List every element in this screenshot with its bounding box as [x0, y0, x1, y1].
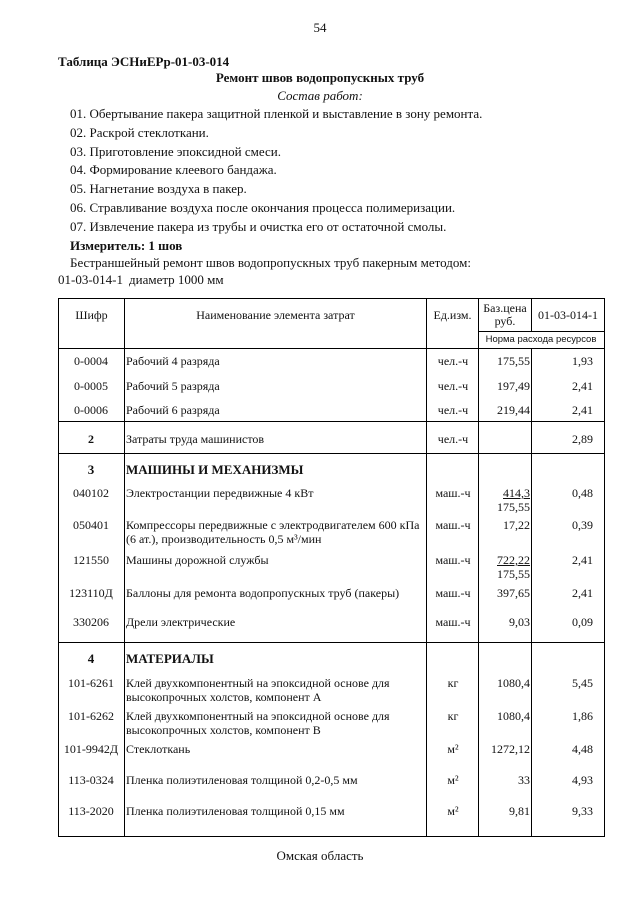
cell-price [480, 553, 530, 581]
cell-price: 1272,12 [491, 742, 530, 756]
cell-name: Затраты труда машинистов [126, 432, 265, 446]
cell-name: Дрели электрические [126, 615, 236, 629]
work-item: 01. Обертывание пакера защитной пленкой и выставление в зону ремонта. [70, 106, 483, 121]
cell-code: 0-0004 [74, 354, 108, 368]
cell-name: Стеклоткань [126, 742, 191, 756]
measurer: Измеритель: 1 шов [70, 238, 183, 253]
cell-norm: 1,86 [572, 709, 593, 723]
cell-name: Баллоны для ремонта водопропускных труб (пакеры) [126, 586, 400, 600]
work-item: 07. Извлечение пакера из трубы и очистка его от остаточной смолы. [70, 218, 447, 234]
cell-norm: 4,48 [572, 742, 593, 756]
section-heading: Ремонт швов водопропускных труб [215, 70, 425, 85]
row-divider [59, 642, 604, 643]
cell-code: 050401 [73, 518, 109, 532]
cell-code: 113-0324 [68, 773, 114, 787]
cell-code: 0-0005 [74, 379, 108, 393]
work-item: 04. Формирование клеевого бандажа. [70, 162, 277, 178]
code-line-code: 01-03-014-1 [58, 272, 123, 287]
cell-name: Клей двухкомпонентный на эпоксидной основе для высокопрочных холстов, компонент А [126, 676, 390, 704]
row-divider [59, 421, 604, 422]
work-item: 06. Стравливание воздуха после окончания процесса полимеризации. [70, 199, 456, 215]
work-item: 05. Нагнетание воздуха в пакер. [70, 181, 247, 197]
cell-norm: 2,89 [572, 432, 593, 446]
cell-price: 1080,4 [497, 709, 530, 723]
cell-unit: чел.-ч [437, 354, 469, 368]
cell-norm: 0,09 [572, 615, 593, 629]
table-title: Таблица ЭСНиЕРр-01-03-014 [58, 54, 230, 69]
cell-price: 175,55 [497, 354, 530, 368]
footer-region: Омская область [276, 848, 364, 863]
cell-unit: кг [447, 676, 459, 690]
price-value: 414,3 [503, 486, 530, 500]
cell-price: 219,44 [497, 403, 530, 417]
cell-norm: 2,41 [572, 379, 593, 393]
works-list [70, 105, 482, 237]
cell-code: 101-9942Д [63, 742, 119, 756]
cell-code: 4 [87, 651, 95, 666]
cell-code: 3 [87, 462, 95, 477]
header-name: Наименование элемента затрат [196, 307, 355, 322]
cell-code: 113-2020 [68, 804, 114, 818]
cell-code: 101-6262 [68, 709, 114, 723]
price-value: 722,22 [497, 553, 530, 567]
cell-name: Рабочий 4 разряда [126, 354, 220, 368]
cell-name: Рабочий 5 разряда [126, 379, 220, 393]
cell-unit: маш.-ч [435, 586, 471, 600]
cell-norm: 0,48 [572, 486, 593, 500]
cell-name: Пленка полиэтиленовая толщиной 0,15 мм [126, 804, 345, 818]
cell-unit: чел.-ч [437, 432, 469, 446]
cell-code: 0-0006 [74, 403, 108, 417]
norm-caption: Норма расхода ресурсов [485, 334, 597, 345]
composition-title: Состав работ: [277, 88, 363, 103]
cell-code: 121550 [73, 553, 109, 567]
section-title: МАТЕРИАЛЫ [126, 651, 214, 666]
cell-unit: м² [447, 773, 459, 787]
cell-unit: м² [447, 804, 459, 818]
cell-price: 1080,4 [497, 676, 530, 690]
col-divider [478, 299, 479, 836]
section-title: МАШИНЫ И МЕХАНИЗМЫ [126, 462, 304, 477]
cell-name: Электростанции передвижные 4 кВт [126, 486, 314, 500]
cell-unit: маш.-ч [435, 518, 471, 532]
cell-code: 330206 [73, 615, 109, 629]
cell-name: Машины дорожной службы [126, 553, 269, 567]
cell-code: 123110Д [69, 586, 113, 600]
header-norm: 01-03-014-1 [538, 307, 598, 322]
cell-price: 17,22 [503, 518, 530, 532]
cell-price: 9,03 [509, 615, 530, 629]
cell-price: 33 [518, 773, 530, 787]
cell-code: 2 [88, 432, 94, 446]
price-value-secondary: 175,55 [497, 567, 530, 581]
header-price: Баз.цена руб. [483, 301, 527, 328]
cell-norm: 5,45 [572, 676, 593, 690]
cell-unit: м² [447, 742, 459, 756]
cell-norm: 2,41 [572, 403, 593, 417]
work-item: 03. Приготовление эпоксидной смеси. [70, 143, 281, 159]
cell-unit: маш.-ч [435, 486, 471, 500]
cell-norm: 1,93 [572, 354, 593, 368]
row-divider [59, 348, 604, 349]
cell-unit: маш.-ч [435, 615, 471, 629]
cell-price [480, 486, 530, 514]
price-value-secondary: 175,55 [497, 500, 530, 514]
cell-norm: 2,41 [572, 553, 593, 567]
cell-name: Рабочий 6 разряда [126, 403, 220, 417]
resource-table [58, 298, 605, 837]
header-code: Шифр [75, 307, 108, 322]
code-line-text: диаметр 1000 мм [129, 272, 224, 287]
cell-price: 397,65 [497, 586, 530, 600]
col-divider [124, 299, 125, 836]
cell-code: 040102 [73, 486, 109, 500]
cell-norm: 4,93 [572, 773, 593, 787]
cell-unit: чел.-ч [437, 403, 469, 417]
header-unit: Ед.изм. [433, 307, 472, 322]
cell-norm: 9,33 [572, 804, 593, 818]
row-divider [59, 453, 604, 454]
cell-code: 101-6261 [68, 676, 114, 690]
description: Бестраншейный ремонт швов водопропускных труб пакерным методом: [70, 255, 471, 270]
cell-unit: кг [447, 709, 459, 723]
cell-name: Пленка полиэтиленовая толщиной 0,2-0,5 мм [126, 773, 358, 787]
work-item: 02. Раскрой стеклоткани. [70, 124, 209, 140]
page-number: 54 [313, 20, 327, 35]
cell-norm: 0,39 [572, 518, 593, 532]
code-line [58, 272, 224, 288]
col-divider [426, 299, 427, 836]
cell-name: Компрессоры передвижные с электродвигателем 600 кПа (6 ат.), производительность 0,5 м³/мин [126, 518, 420, 546]
cell-norm: 2,41 [572, 586, 593, 600]
cell-unit: чел.-ч [437, 379, 469, 393]
cell-name: Клей двухкомпонентный на эпоксидной основе для высокопрочных холстов, компонент В [126, 709, 390, 737]
cell-price: 9,81 [509, 804, 530, 818]
cell-unit: маш.-ч [435, 553, 471, 567]
cell-price: 197,49 [497, 379, 530, 393]
